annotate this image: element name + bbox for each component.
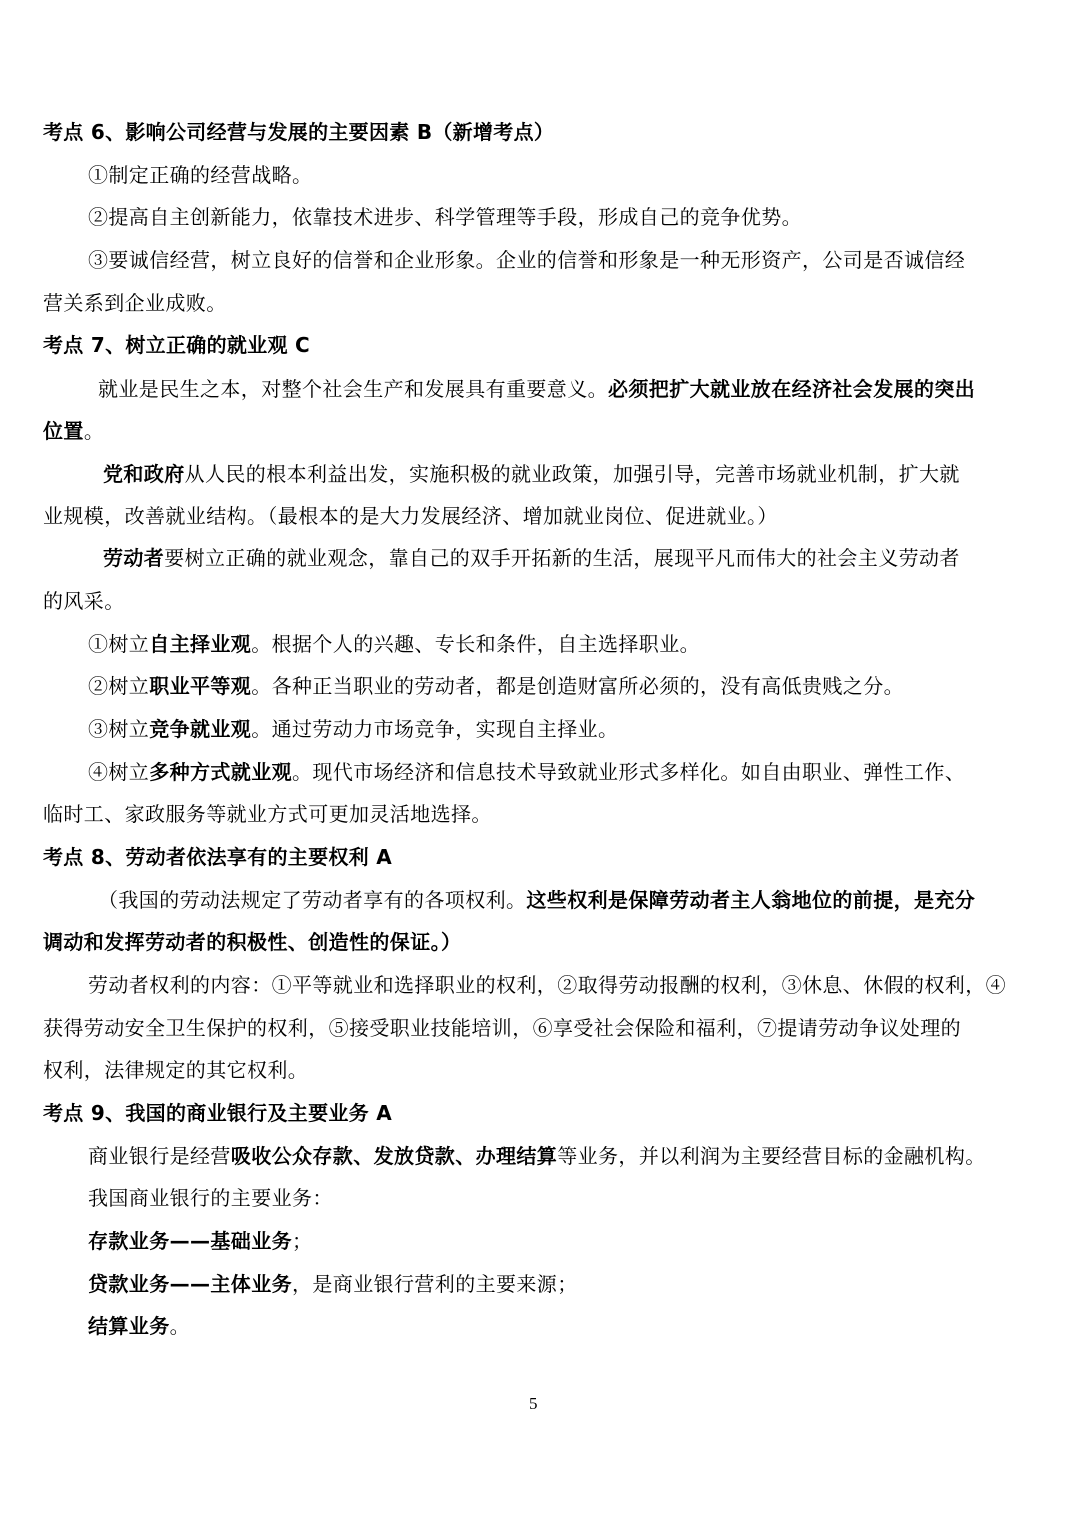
section-7-heading: 考点 7、树立正确的就业观 C — [43, 333, 311, 357]
labor-law-line-1 — [98, 886, 975, 914]
intro-period: 。 — [83, 419, 105, 443]
view-4-desc: 。现代市场经济和信息技术导致就业形式多样化。如自由职业、弹性工作、 — [292, 760, 966, 784]
employment-view-4 — [88, 758, 965, 786]
page-number: 5 — [529, 1394, 538, 1413]
rights-line-2: 获得劳动安全卫生保护的权利，⑤接受职业技能培训，⑥享受社会保险和福利，⑦提请劳动争议处理的 — [43, 1016, 961, 1040]
section-6-point-3-line-2: 营关系到企业成败。 — [43, 291, 227, 315]
settlement-label: 结算业务 — [88, 1314, 170, 1338]
party-text: 从人民的根本利益出发，实施积极的就业政策，加强引导，完善市场就业机制，扩大就 — [184, 462, 960, 486]
rights-line-3: 权利，法律规定的其它权利。 — [43, 1058, 309, 1082]
bank-def-emphasis: 吸收公众存款、发放贷款、办理结算 — [230, 1144, 558, 1168]
view-2-prefix: ②树立 — [88, 674, 150, 698]
loan-label: 贷款业务——主体业务 — [88, 1272, 292, 1296]
deposit-business — [88, 1227, 312, 1255]
view-4-name: 多种方式就业观 — [149, 760, 293, 784]
rights-line-1: 劳动者权利的内容：①平等就业和选择职业的权利，②取得劳动报酬的权利，③休息、休假的权利，④ — [88, 973, 1006, 997]
party-paragraph-line-1 — [103, 460, 960, 488]
loan-desc: ，是商业银行营利的主要来源； — [292, 1272, 578, 1296]
section-6-point-3-line-1: ③要诚信经营，树立良好的信誉和企业形象。企业的信誉和形象是一种无形资产，公司是否诚信经 — [88, 248, 966, 272]
bank-def-suffix: 等业务，并以利润为主要经营目标的金融机构。 — [557, 1144, 986, 1168]
worker-text: 要树立正确的就业观念，靠自己的双手开拓新的生活，展现平凡而伟大的社会主义劳动者 — [164, 546, 960, 570]
section-9-heading: 考点 9、我国的商业银行及主要业务 A — [43, 1101, 393, 1125]
intro-emphasis-end: 位置 — [43, 419, 84, 443]
view-3-name: 竞争就业观 — [149, 717, 252, 741]
intro-emphasis: 必须把扩大就业放在经济社会发展的突出 — [608, 377, 976, 401]
loan-business — [88, 1270, 578, 1298]
party-label: 党和政府 — [103, 462, 185, 486]
view-3-desc: 。通过劳动力市场竞争，实现自主择业。 — [251, 717, 619, 741]
employment-view-2 — [88, 672, 904, 700]
labor-law-emphasis-end: 调动和发挥劳动者的积极性、创造性的保证。） — [43, 930, 462, 954]
settlement-business — [88, 1312, 190, 1340]
deposit-end: ； — [292, 1229, 313, 1253]
worker-paragraph-line-1 — [103, 544, 960, 572]
view-1-name: 自主择业观 — [149, 632, 252, 656]
view-2-name: 职业平等观 — [149, 674, 252, 698]
bank-def-prefix: 商业银行是经营 — [88, 1144, 231, 1168]
section-6-point-1: ①制定正确的经营战略。 — [88, 163, 313, 187]
view-1-prefix: ①树立 — [88, 632, 150, 656]
section-8-heading: 考点 8、劳动者依法享有的主要权利 A — [43, 845, 393, 869]
view-4-prefix: ④树立 — [88, 760, 150, 784]
employment-view-3 — [88, 715, 618, 743]
worker-paragraph-line-2: 的风采。 — [43, 589, 125, 613]
section-7-intro-line-2 — [43, 417, 104, 445]
bank-definition — [88, 1142, 986, 1170]
section-6-point-2: ②提高自主创新能力，依靠技术进步、科学管理等手段，形成自己的竞争优势。 — [88, 205, 802, 229]
settlement-end: 。 — [169, 1314, 191, 1338]
view-3-prefix: ③树立 — [88, 717, 150, 741]
section-7-intro-line-1 — [98, 375, 975, 403]
worker-label: 劳动者 — [103, 546, 165, 570]
labor-law-emphasis: 这些权利是保障劳动者主人翁地位的前提，是充分 — [526, 888, 976, 912]
intro-text: 就业是民生之本，对整个社会生产和发展具有重要意义。 — [98, 377, 608, 401]
labor-law-line-2 — [43, 928, 461, 956]
view-1-desc: 。根据个人的兴趣、专长和条件，自主选择职业。 — [251, 632, 701, 656]
employment-view-1 — [88, 630, 700, 658]
section-6-heading: 考点 6、影响公司经营与发展的主要因素 B（新增考点） — [43, 120, 555, 144]
view-2-desc: 。各种正当职业的劳动者，都是创造财富所必须的，没有高低贵贱之分。 — [251, 674, 905, 698]
labor-law-text: （我国的劳动法规定了劳动者享有的各项权利。 — [98, 888, 527, 912]
deposit-label: 存款业务——基础业务 — [88, 1229, 292, 1253]
bank-main-business: 我国商业银行的主要业务： — [88, 1186, 333, 1210]
party-paragraph-line-2: 业规模，改善就业结构。（最根本的是大力发展经济、增加就业岗位、促进就业。） — [43, 504, 778, 528]
employment-view-4-line-2: 临时工、家政服务等就业方式可更加灵活地选择。 — [43, 802, 492, 826]
